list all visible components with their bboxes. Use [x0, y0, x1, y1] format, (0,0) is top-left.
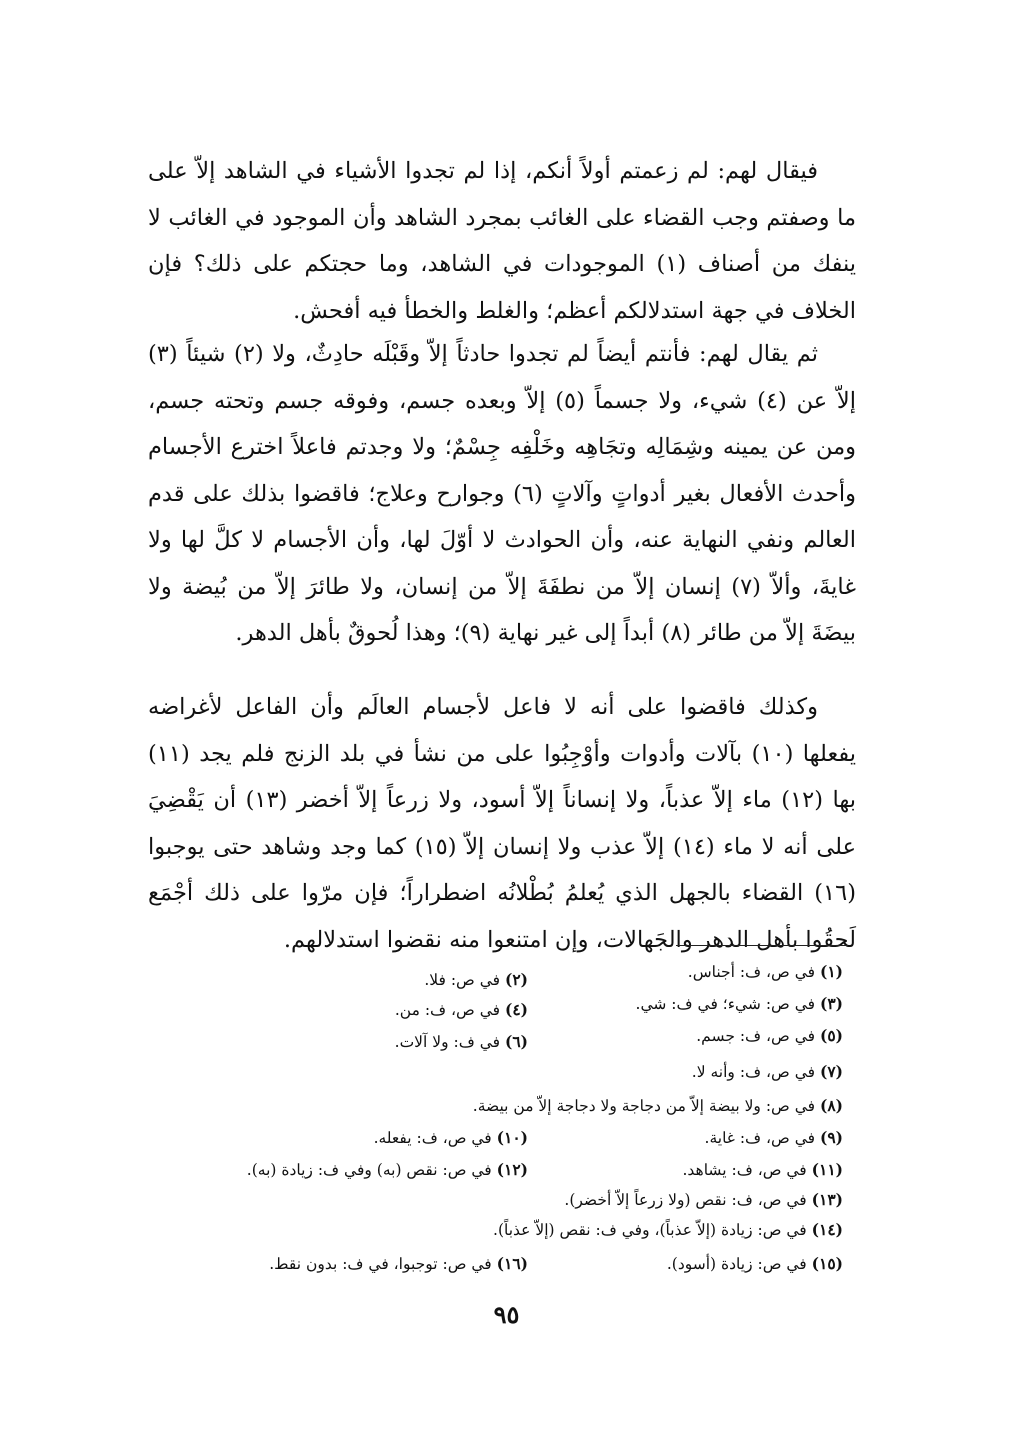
footnote-text: في ص: فلا. [424, 971, 501, 989]
footnote-text: في ص: نقص (به) وفي ف: زيادة (به). [246, 1161, 492, 1179]
page-number: ٩٥ [493, 1300, 520, 1329]
footnote-12 [247, 1156, 528, 1184]
footnote-number: (١٢) [496, 1160, 528, 1179]
paragraph-3: وكذلك فاقضوا على أنه لا فاعل لأجسام العالَم وأن الفاعل لأغراضه يفعلها (١٠) بآلات وأدوات وأوْجِبُوا على من نشأ في بلد الزنج فلم يجد (١١) بها (١٢) ماء إلاّ عذباً، ولا إنساناً إلاّ أسود، ولا زرعاً إلاّ أخضر (١٣) أن يَقْضِيَ على أنه لا ماء (١٤) إلاّ عذب ولا إنسان إلاّ (١٥) كما وجد وشاهد حتى يوجبوا (١٦) القضاء بالجهل الذي يُعلمُ بُطْلانُه اضطراراً؛ فإن مرّوا على ذلك أجْمَع لَحقُوا بأهل الدهر والجَهالات، وإن امتنعوا منه نقضوا استدلالهم. [148, 694, 856, 953]
footnote-15 [667, 1250, 843, 1278]
footnote-2 [424, 966, 528, 994]
footnote-text: في ص، ف: من. [394, 1001, 501, 1019]
paragraph-2: ثم يقال لهم: فأنتم أيضاً لم تجدوا حادثاً إلاّ وقَبْلَه حادِثٌ، ولا (٢) شيئاً (٣) إلاّ عن (٤) شيء، ولا جسماً (٥) إلاّ وبعده جسم، وفوقه جسم وتحته جسم، ومن عن يمينه وشِمَالِه وتجَاهِه وخَلْفِه جِسْمٌ؛ ولا وجدتم فاعلاً اخترع الأجسام وأحدث الأفعال بغير أدواتٍ وآلاتٍ (٦) وجوارح وعلاج؛ فاقضوا بذلك على قدم العالم ونفي النهاية عنه، وأن الحوادث لا أوّلَ لها، وأن الأجسام لا كلَّ لها ولا غايةَ، وألاّ (٧) إنسان إلاّ من نطفَةَ إلاّ من إنسان، ولا طائرَ إلاّ من بُيضة ولا بيضَةَ إلاّ من طائر (٨) أبداً إلى غير نهاية (٩)؛ وهذا لُحوقٌ بأهل الدهر. [148, 341, 857, 646]
footnote-number: (٦) [504, 1032, 528, 1051]
paragraph-1: فيقال لهم: لم زعمتم أولاً أنكم، إذا لم تجدوا الأشياء في الشاهد إلاّ على ما وصفتم وجب القضاء على الغائب بمجرد الشاهد وأن الموجود في الغائب لا ينفك من أصناف (١) الموجودات في الشاهد، وما حجتكم على ذلك؟ فإن الخلاف في جهة استدلالكم أعظم؛ والغلط والخطأ فيه أفحش. [148, 158, 856, 324]
footnote-16 [269, 1250, 528, 1278]
footnote-number: (٧) [819, 1062, 843, 1081]
footnote-14 [493, 1216, 843, 1244]
footnote-9 [705, 1124, 843, 1152]
footnote-text: في ص، ف: نقص (ولا زرعاً إلاّ أخضر). [564, 1191, 807, 1209]
footnote-number: (١١) [811, 1160, 843, 1179]
footnote-13 [564, 1186, 843, 1214]
footnote-number: (١٥) [811, 1254, 843, 1273]
footnote-number: (٩) [819, 1128, 843, 1147]
footnote-text: في ص، ف: يشاهد. [682, 1161, 807, 1179]
footnote-11 [682, 1156, 843, 1184]
footnote-number: (١) [819, 962, 843, 981]
footnote-text: في ص، ف: غاية. [704, 1129, 816, 1147]
footnote-number: (٤) [504, 1000, 528, 1019]
footnote-number: (١٠) [496, 1128, 528, 1147]
footnote-number: (١٦) [496, 1254, 528, 1273]
footnote-text: في ص: زيادة (أسود). [666, 1255, 807, 1273]
footnote-4 [395, 996, 528, 1024]
footnote-text: في ف: ولا آلات. [394, 1033, 501, 1051]
footnote-number: (٣) [819, 994, 843, 1013]
footnote-number: (٨) [819, 1096, 843, 1115]
footnote-8 [473, 1092, 843, 1120]
footnote-3 [636, 990, 843, 1018]
footnote-text: في ص: توجبوا، في ف: بدون نقط. [269, 1255, 492, 1273]
footnote-text: في ص، ف: جسم. [696, 1027, 816, 1045]
footnote-text: في ص: زيادة (إلاّ عذباً)، وفي ف: نقص (إلاّ عذباً). [493, 1221, 807, 1239]
footnote-number: (٢) [504, 970, 528, 989]
footnote-7 [692, 1058, 843, 1086]
footnote-5 [696, 1022, 843, 1050]
footnote-text: في ص: ولا بيضة إلاّ من دجاجة ولا دجاجة إلاّ من بيضة. [472, 1097, 816, 1115]
footnote-text: في ص: شيء؛ في ف: شي. [635, 995, 816, 1013]
footnote-6 [395, 1028, 528, 1056]
footnote-1 [688, 958, 843, 986]
footnote-text: في ص، ف: يفعله. [373, 1129, 492, 1147]
footnote-number: (٥) [819, 1026, 843, 1045]
footnote-10 [374, 1124, 528, 1152]
footnote-text: في ص، ف: أجناس. [687, 963, 816, 981]
footnote-number: (١٤) [811, 1220, 843, 1239]
footnote-separator [676, 945, 848, 946]
footnote-text: في ص، ف: وأنه لا. [691, 1063, 816, 1081]
footnote-number: (١٣) [811, 1190, 843, 1209]
